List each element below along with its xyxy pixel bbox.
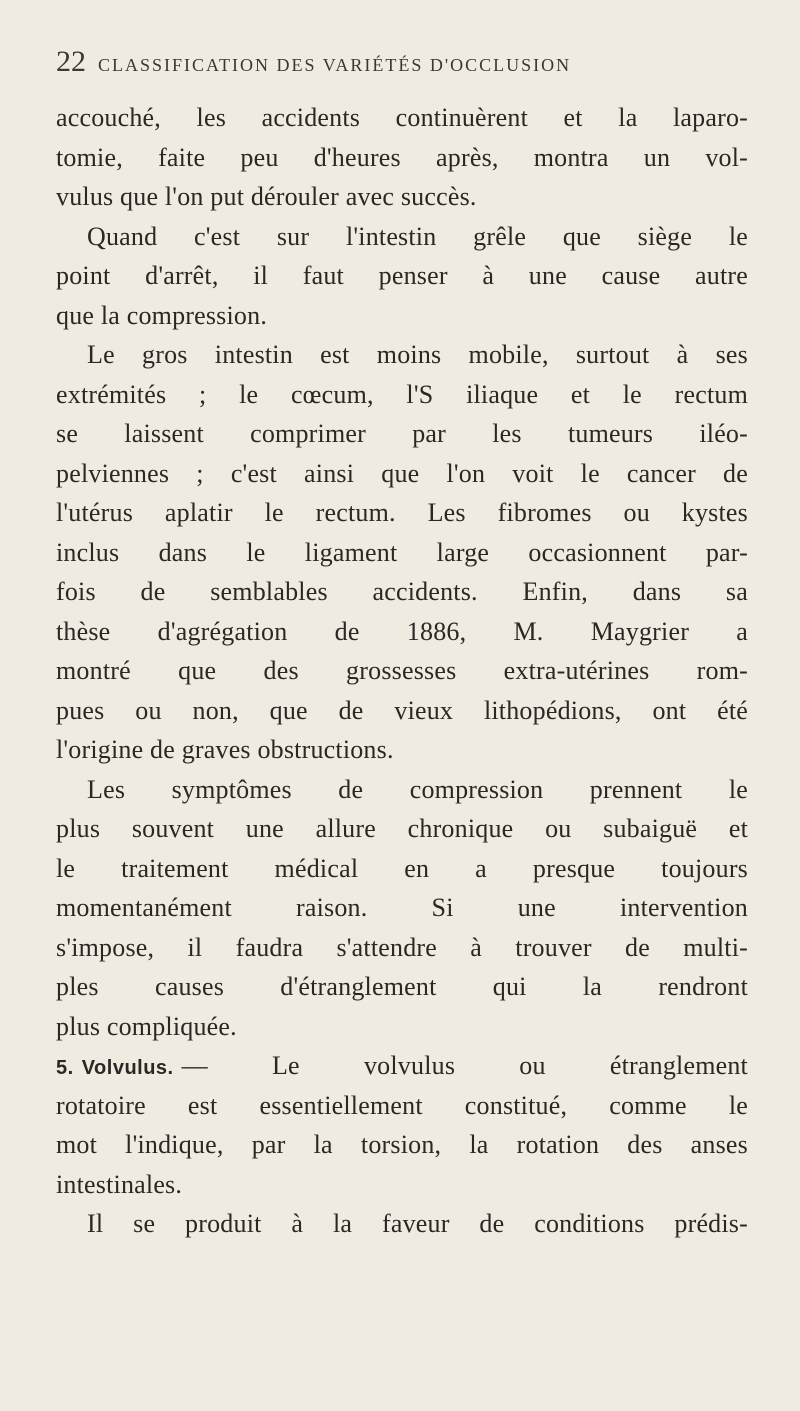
paragraph-start-line: Le gros intestin est moins mobile, surtout à ses bbox=[87, 340, 748, 369]
text-line: intestinales. bbox=[56, 1169, 183, 1199]
text-line: pelviennes ; c'est ainsi que l'on voit le cancer de bbox=[56, 458, 748, 488]
text-line: se laissent comprimer par les tumeurs iléo- bbox=[56, 419, 748, 448]
text-line: extrémités ; le cœcum, l'S iliaque et le rectum bbox=[56, 379, 748, 409]
text-line: vulus que l'on put dérouler avec succès. bbox=[56, 182, 477, 211]
running-title: CLASSIFICATION DES VARIÉTÉS D'OCCLUSION bbox=[98, 55, 572, 75]
text-line: plus souvent une allure chronique ou subaiguë et bbox=[56, 814, 748, 843]
text-line: rotatoire est essentiellement constitué, comme le bbox=[56, 1090, 748, 1120]
section-heading-line bbox=[56, 1046, 748, 1086]
text-line: tomie, faite peu d'heures après, montra un vol- bbox=[56, 142, 748, 172]
text-line: l'utérus aplatir le rectum. Les fibromes ou kystes bbox=[56, 498, 748, 527]
text-line: montré que des grossesses extra-utérines rom- bbox=[56, 656, 748, 685]
text-line: le traitement médical en a presque toujours bbox=[56, 853, 748, 883]
paragraph-start-line: Quand c'est sur l'intestin grêle que siège le bbox=[87, 221, 748, 251]
text-line: plus compliquée. bbox=[56, 1011, 237, 1041]
text-line: ples causes d'étranglement qui la rendront bbox=[56, 972, 748, 1001]
text-line: que la compression. bbox=[56, 300, 268, 330]
text-line: l'origine de graves obstructions. bbox=[56, 735, 394, 764]
text-line: accouché, les accidents continuèrent et la laparo- bbox=[56, 103, 748, 132]
section-label: Volvulus. bbox=[81, 1057, 174, 1079]
text-line: fois de semblables accidents. Enfin, dans sa bbox=[56, 577, 748, 606]
section-heading-text: — Le volvulus ou étranglement bbox=[181, 1051, 748, 1080]
text-line: inclus dans le ligament large occasionnent par- bbox=[56, 537, 748, 567]
page-number: 22 bbox=[56, 45, 86, 78]
running-head bbox=[56, 42, 748, 82]
text-line: pues ou non, que de vieux lithopédions, ont été bbox=[56, 695, 748, 725]
paragraph-start-line: Il se produit à la faveur de conditions prédis- bbox=[87, 1209, 748, 1238]
body-text bbox=[56, 98, 748, 1244]
paragraph-start-line: Les symptômes de compression prennent le bbox=[87, 774, 748, 804]
text-line: thèse d'agrégation de 1886, M. Maygrier a bbox=[56, 616, 748, 646]
text-line: momentanément raison. Si une intervention bbox=[56, 893, 748, 922]
text-line: s'impose, il faudra s'attendre à trouver de multi- bbox=[56, 932, 748, 962]
section-number: 5. bbox=[56, 1057, 74, 1079]
text-line: point d'arrêt, il faut penser à une cause autre bbox=[56, 261, 748, 290]
text-line: mot l'indique, par la torsion, la rotation des anses bbox=[56, 1130, 748, 1159]
